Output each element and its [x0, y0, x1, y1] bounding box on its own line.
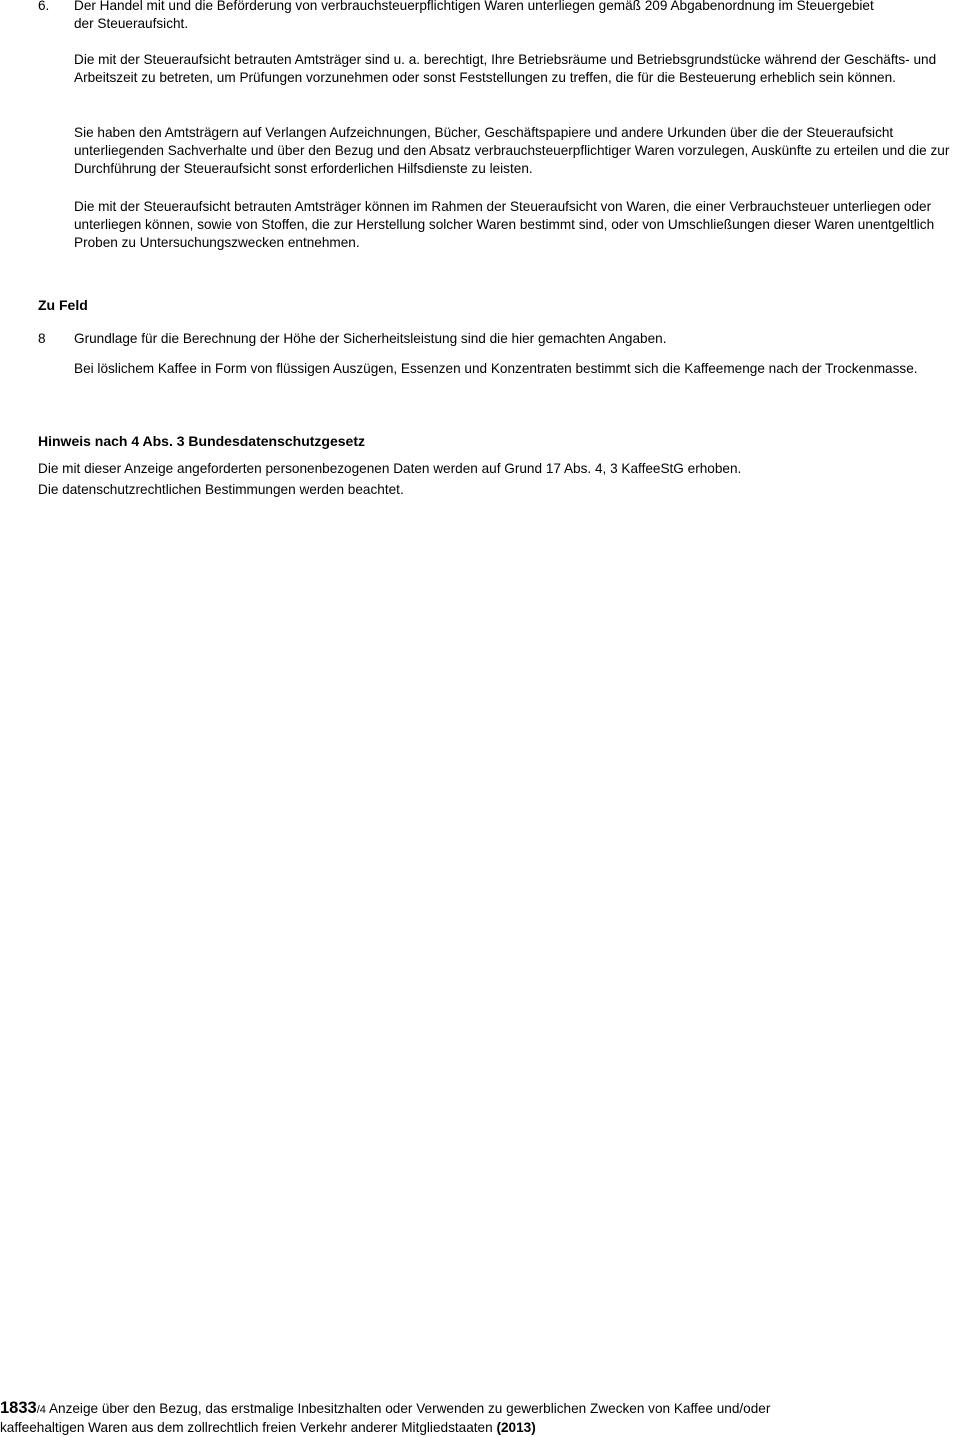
footer-title-line-2: kaffeehaltigen Waren aus dem zollrechtlich freien Verkehr anderer Mitgliedstaaten — [0, 1420, 493, 1435]
footer-title-line-1: Anzeige über den Bezug, das erstmalige Inbesitzhalten oder Verwenden zu gewerblichen Zwecken von Kaffee und/oder — [48, 1401, 771, 1416]
item-6-paragraph-4: Die mit der Steueraufsicht betrauten Amtsträger können im Rahmen der Steueraufsicht von Waren, die einer Verbrauchsteuer unterliegen oder unterliegen können, sowie von Stoffen, die zur Herstellung solcher Waren bestimmt sind, oder von Umschließungen dieser Waren unentgeltlich Proben zu Untersuchungszwecken entnehmen. — [74, 199, 935, 250]
footer-line-1 — [0, 1399, 900, 1419]
item-6-line-2: der Steueraufsicht. — [74, 16, 189, 31]
form-year: (2013) — [496, 1420, 536, 1435]
zu-feld-heading: Zu Feld — [38, 297, 88, 313]
item-6-paragraph-2: Die mit der Steueraufsicht betrauten Amtsträger sind u. a. berechtigt, Ihre Betriebsräume und Betriebsgrundstücke während der Geschäfts- und Arbeitszeit zu betreten, um Prüfungen vorzunehmen oder sonst Feststellungen zu treffen, die für die Besteuerung erheblich sein können. — [74, 52, 937, 85]
form-footer — [0, 1399, 900, 1437]
form-number: 1833 — [0, 1399, 37, 1417]
item-6-line-1: Der Handel mit und die Beförderung von verbrauchsteuerpflichtigen Waren unterliegen gemäß 209 Abgabenordnung im Steuergebiet — [74, 0, 874, 13]
item-8-number: 8 — [38, 331, 46, 346]
item-8-text: Grundlage für die Berechnung der Höhe der Sicherheitsleistung sind die hier gemachten Angaben. — [74, 331, 667, 346]
hinweis-line-2: Die datenschutzrechtlichen Bestimmungen werden beachtet. — [38, 482, 404, 497]
hinweis-heading: Hinweis nach 4 Abs. 3 Bundesdatenschutzgesetz — [38, 433, 366, 449]
hinweis-line-1: Die mit dieser Anzeige angeforderten personenbezogenen Daten werden auf Grund 17 Abs. 4, 3 KaffeeStG erhoben. — [38, 461, 742, 476]
page-suffix: /4 — [36, 1404, 46, 1416]
footer-line-2 — [0, 1419, 900, 1437]
item-6-number: 6. — [38, 0, 50, 13]
item-6-paragraph-3: Sie haben den Amtsträgern auf Verlangen Aufzeichnungen, Bücher, Geschäftspapiere und andere Urkunden über die der Steueraufsicht unterliegenden Sachverhalte und über den Bezug und den Absatz verbrauchsteuerpflichtiger Waren vorzulegen, Auskünfte zu erteilen und die zur Durchführung der Steueraufsicht sonst erforderlichen Hilfsdienste zu leisten. — [74, 125, 950, 176]
item-8-paragraph-2: Bei löslichem Kaffee in Form von flüssigen Auszügen, Essenzen und Konzentraten bestimmt sich die Kaffeemenge nach der Trockenmasse. — [74, 361, 918, 376]
